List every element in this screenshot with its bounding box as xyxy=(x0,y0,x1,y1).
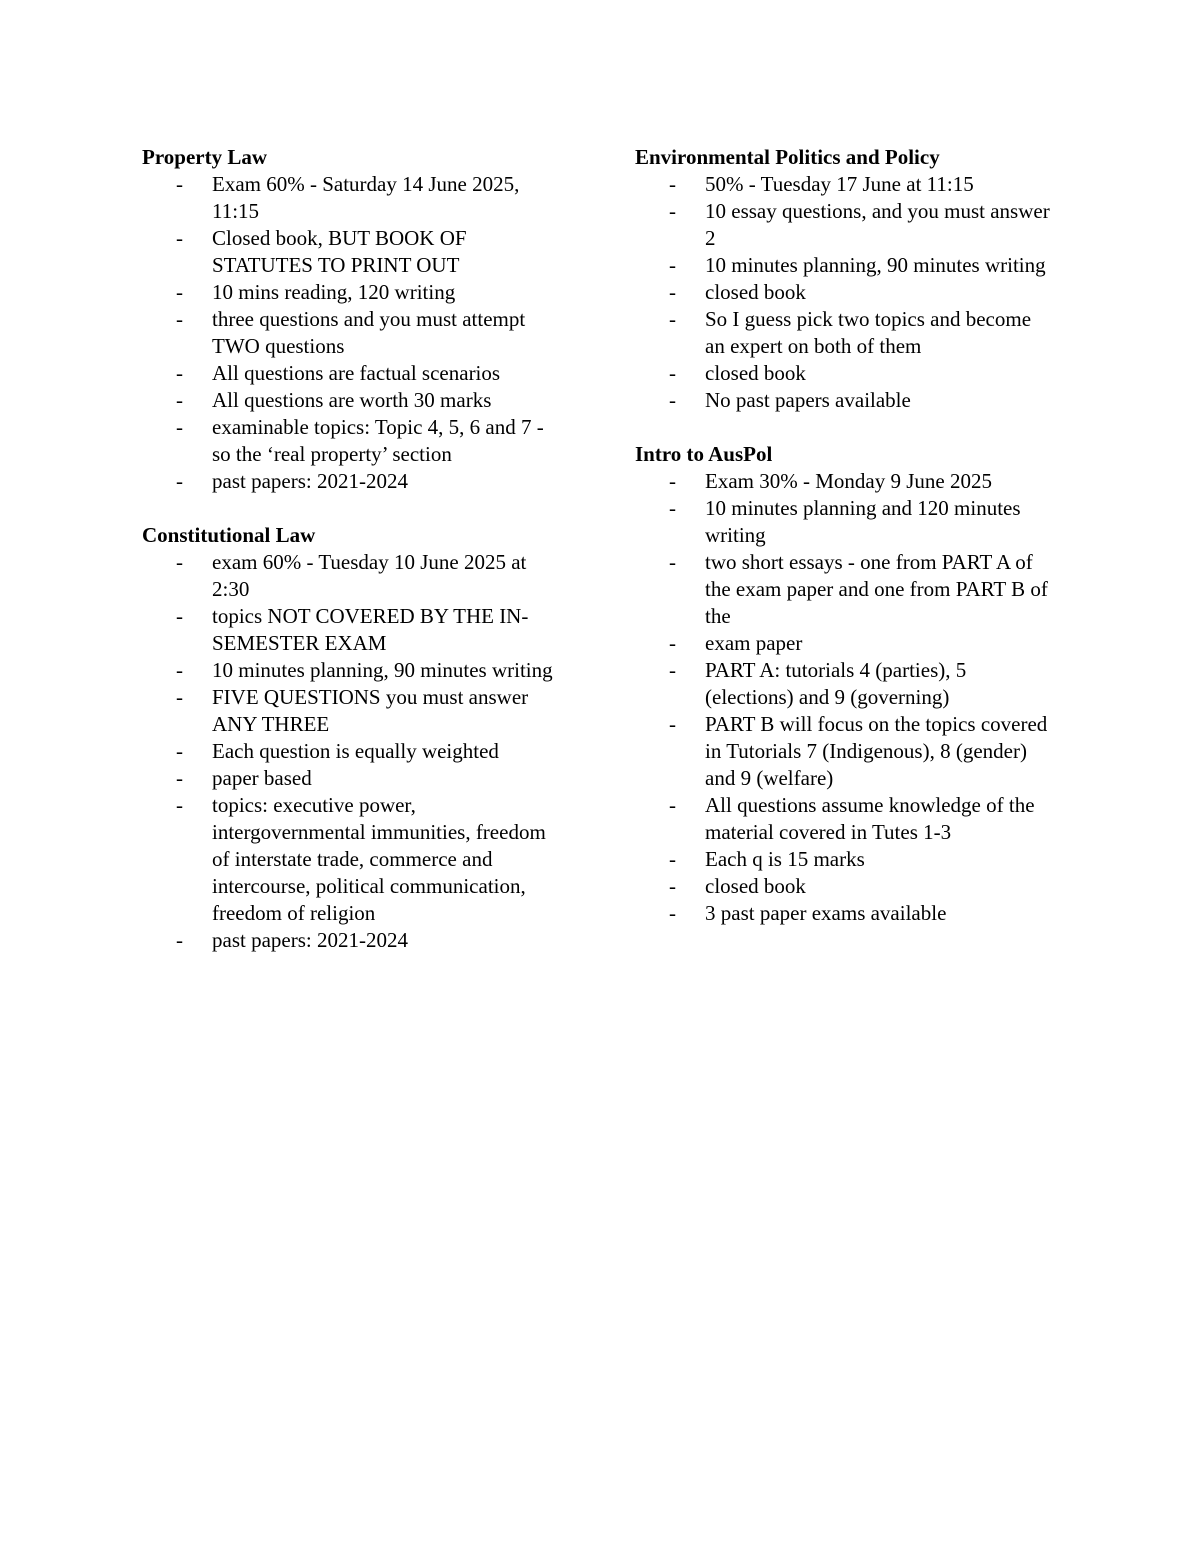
dash-bullet-icon: - xyxy=(176,550,183,574)
list-item xyxy=(635,495,1055,549)
dash-bullet-icon: - xyxy=(669,847,676,871)
bullet-list xyxy=(635,468,1065,927)
list-item-text: three questions and you must attempt TWO questions xyxy=(212,307,526,358)
dash-bullet-icon: - xyxy=(669,550,676,574)
dash-bullet-icon: - xyxy=(669,793,676,817)
list-item-text: Each question is equally weighted xyxy=(212,739,499,763)
list-item-text: topics NOT COVERED BY THE IN-SEMESTER EXAM xyxy=(212,604,529,655)
left-column xyxy=(142,144,572,981)
dash-bullet-icon: - xyxy=(176,658,183,682)
list-item-text: examinable topics: Topic 4, 5, 6 and 7 - so the ‘real property’ section xyxy=(212,415,544,466)
list-item xyxy=(142,306,567,360)
list-item xyxy=(635,171,1055,198)
course-section xyxy=(142,522,572,954)
list-item-text: past papers: 2021-2024 xyxy=(212,469,408,493)
list-item-text: 10 minutes planning, 90 minutes writing xyxy=(212,658,553,682)
list-item xyxy=(142,657,567,684)
list-item-text: All questions assume knowledge of the material covered in Tutes 1-3 xyxy=(705,793,1035,844)
course-section xyxy=(142,144,572,495)
list-item xyxy=(635,549,1055,630)
list-item xyxy=(142,765,567,792)
list-item xyxy=(635,657,1055,711)
list-item xyxy=(635,252,1055,279)
list-item-text: FIVE QUESTIONS you must answer ANY THREE xyxy=(212,685,529,736)
list-item-text: exam paper xyxy=(705,631,803,655)
list-item-text: PART B will focus on the topics covered in Tutorials 7 (Indigenous), 8 (gender) and 9 (welfare) xyxy=(705,712,1048,790)
dash-bullet-icon: - xyxy=(669,388,676,412)
list-item xyxy=(635,873,1055,900)
dash-bullet-icon: - xyxy=(176,793,183,817)
list-item-text: topics: executive power, intergovernmental immunities, freedom of interstate trade, commerce and intercourse, political communication, freedom of religion xyxy=(212,793,546,925)
dash-bullet-icon: - xyxy=(669,874,676,898)
list-item xyxy=(142,927,567,954)
list-item xyxy=(635,198,1055,252)
list-item xyxy=(635,387,1055,414)
list-item xyxy=(142,225,567,279)
dash-bullet-icon: - xyxy=(176,388,183,412)
dash-bullet-icon: - xyxy=(669,307,676,331)
dash-bullet-icon: - xyxy=(176,280,183,304)
list-item xyxy=(142,414,567,468)
list-item xyxy=(142,171,567,225)
list-item-text: All questions are worth 30 marks xyxy=(212,388,492,412)
list-item xyxy=(142,792,567,927)
list-item xyxy=(142,684,567,738)
bullet-list xyxy=(142,549,572,954)
list-item-text: paper based xyxy=(212,766,312,790)
list-item-text: 10 mins reading, 120 writing xyxy=(212,280,456,304)
list-item-text: 10 minutes planning and 120 minutes writing xyxy=(705,496,1021,547)
right-column xyxy=(635,144,1065,954)
dash-bullet-icon: - xyxy=(176,226,183,250)
dash-bullet-icon: - xyxy=(669,658,676,682)
bullet-list xyxy=(142,171,572,495)
dash-bullet-icon: - xyxy=(669,496,676,520)
dash-bullet-icon: - xyxy=(176,361,183,385)
list-item-text: 10 essay questions, and you must answer 2 xyxy=(705,199,1050,250)
course-section xyxy=(635,441,1065,927)
list-item xyxy=(635,468,1055,495)
dash-bullet-icon: - xyxy=(176,739,183,763)
list-item xyxy=(635,306,1055,360)
list-item xyxy=(635,630,1055,657)
dash-bullet-icon: - xyxy=(669,199,676,223)
dash-bullet-icon: - xyxy=(176,766,183,790)
list-item-text: So I guess pick two topics and become an expert on both of them xyxy=(705,307,1032,358)
dash-bullet-icon: - xyxy=(176,469,183,493)
list-item xyxy=(635,711,1055,792)
list-item xyxy=(635,846,1055,873)
list-item xyxy=(635,900,1055,927)
list-item-text: Exam 30% - Monday 9 June 2025 xyxy=(705,469,992,493)
list-item xyxy=(635,279,1055,306)
dash-bullet-icon: - xyxy=(669,712,676,736)
list-item-text: 50% - Tuesday 17 June at 11:15 xyxy=(705,172,974,196)
dash-bullet-icon: - xyxy=(176,604,183,628)
dash-bullet-icon: - xyxy=(669,253,676,277)
dash-bullet-icon: - xyxy=(176,415,183,439)
list-item-text: PART A: tutorials 4 (parties), 5 (elections) and 9 (governing) xyxy=(705,658,967,709)
list-item-text: closed book xyxy=(705,361,806,385)
list-item-text: exam 60% - Tuesday 10 June 2025 at 2:30 xyxy=(212,550,527,601)
list-item xyxy=(142,549,567,603)
list-item xyxy=(142,360,567,387)
dash-bullet-icon: - xyxy=(669,361,676,385)
dash-bullet-icon: - xyxy=(669,469,676,493)
dash-bullet-icon: - xyxy=(176,307,183,331)
course-title: Property Law xyxy=(142,145,268,169)
dash-bullet-icon: - xyxy=(669,280,676,304)
list-item-text: Exam 60% - Saturday 14 June 2025, 11:15 xyxy=(212,172,520,223)
dash-bullet-icon: - xyxy=(669,172,676,196)
list-item-text: two short essays - one from PART A of the exam paper and one from PART B of the xyxy=(705,550,1048,628)
bullet-list xyxy=(635,171,1065,414)
list-item-text: No past papers available xyxy=(705,388,911,412)
list-item-text: past papers: 2021-2024 xyxy=(212,928,408,952)
course-title: Environmental Politics and Policy xyxy=(635,145,940,169)
course-section xyxy=(635,144,1065,414)
list-item xyxy=(635,792,1055,846)
course-title: Constitutional Law xyxy=(142,523,316,547)
list-item xyxy=(142,279,567,306)
dash-bullet-icon: - xyxy=(669,901,676,925)
list-item-text: All questions are factual scenarios xyxy=(212,361,501,385)
list-item-text: 10 minutes planning, 90 minutes writing xyxy=(705,253,1046,277)
course-title: Intro to AusPol xyxy=(635,442,773,466)
list-item-text: 3 past paper exams available xyxy=(705,901,947,925)
dash-bullet-icon: - xyxy=(176,172,183,196)
list-item-text: closed book xyxy=(705,874,806,898)
list-item-text: closed book xyxy=(705,280,806,304)
list-item xyxy=(142,468,567,495)
list-item xyxy=(142,603,567,657)
list-item xyxy=(635,360,1055,387)
dash-bullet-icon: - xyxy=(176,928,183,952)
list-item xyxy=(142,387,567,414)
dash-bullet-icon: - xyxy=(176,685,183,709)
list-item-text: Closed book, BUT BOOK OF STATUTES TO PRINT OUT xyxy=(212,226,467,277)
list-item xyxy=(142,738,567,765)
list-item-text: Each q is 15 marks xyxy=(705,847,865,871)
dash-bullet-icon: - xyxy=(669,631,676,655)
